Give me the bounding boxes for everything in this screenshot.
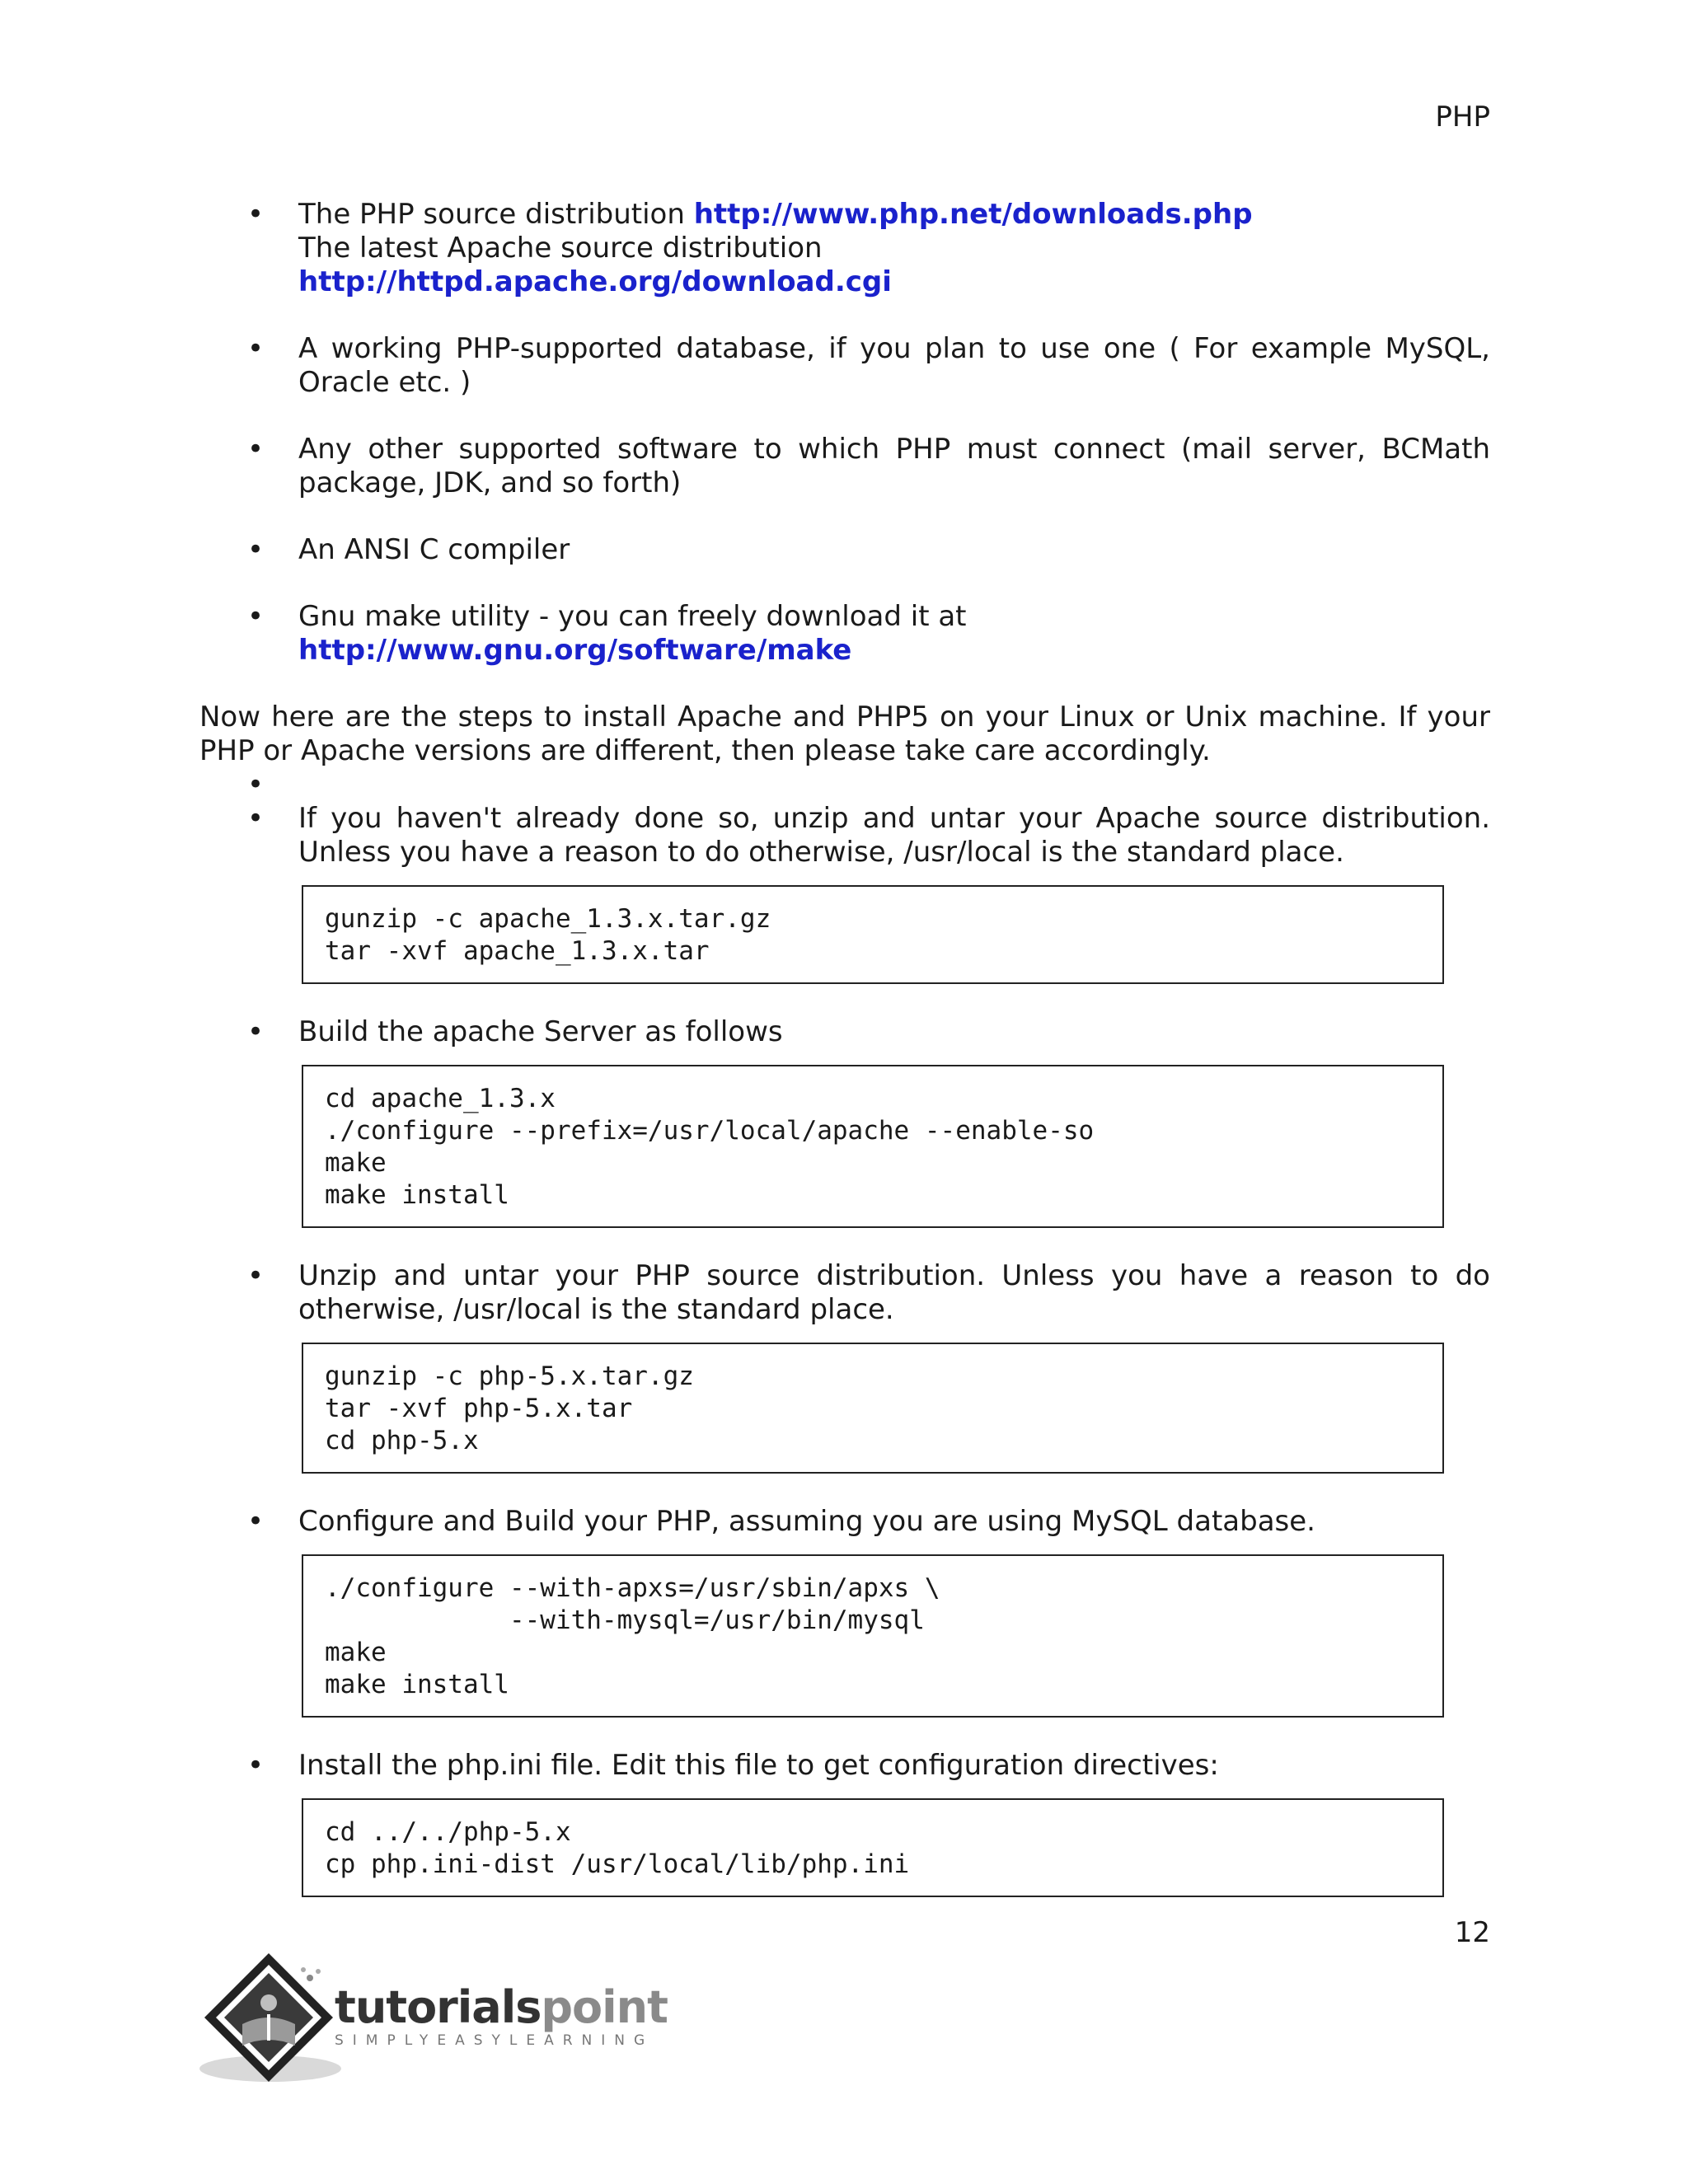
list-item [199, 600, 1490, 668]
bullet-icon: • [247, 1015, 265, 1048]
requirements-list [199, 198, 1490, 668]
step-text: If you haven't already done so, unzip and untar your Apache source distribution. Unless you have a reason to do otherwise, /usr/local is the standard place. [298, 802, 1490, 869]
list-item-text: A working PHP-supported database, if you plan to use one ( For example MySQL, Oracle etc. ) [298, 332, 1490, 399]
php-downloads-link[interactable]: http://www.php.net/downloads.php [693, 198, 1253, 231]
steps-list [199, 768, 1490, 869]
tutorialspoint-logo [195, 1945, 689, 2093]
list-item-text: The PHP source distribution [298, 198, 694, 231]
step-text: Install the php.ini file. Edit this file to get configuration directives: [298, 1749, 1219, 1782]
list-item-text: An ANSI C compiler [298, 533, 570, 566]
list-item-empty [199, 768, 1490, 802]
logo-wordmark [335, 1981, 668, 2033]
intro-paragraph: Now here are the steps to install Apache and PHP5 on your Linux or Unix machine. If your PHP or Apache versions are different, then please take care accordingly. [199, 701, 1490, 767]
bullet-icon: • [247, 768, 265, 801]
bullet-icon: • [247, 802, 265, 835]
code-block: gunzip -c apache_1.3.x.tar.gz tar -xvf apache_1.3.x.tar [302, 885, 1444, 984]
code-block: ./configure --with-apxs=/usr/sbin/apxs \ --with-mysql=/usr/bin/mysql make make install [302, 1554, 1444, 1718]
bullet-icon: • [247, 1259, 265, 1292]
code-block: gunzip -c php-5.x.tar.gz tar -xvf php-5.x.tar cd php-5.x [302, 1343, 1444, 1474]
list-item [199, 1505, 1490, 1539]
code-block: cd ../../php-5.x cp php.ini-dist /usr/local/lib/php.ini [302, 1798, 1444, 1897]
page-number: 12 [1454, 1916, 1490, 1949]
step-text: Unzip and untar your PHP source distribution. Unless you have a reason to do otherwise, /usr/local is the standard place. [298, 1259, 1490, 1326]
list-item [199, 1259, 1490, 1327]
bullet-icon: • [247, 433, 265, 466]
bullet-icon: • [247, 1749, 265, 1782]
steps-list [199, 1749, 1490, 1783]
list-item [199, 802, 1490, 869]
steps-list [199, 1015, 1490, 1049]
bullet-icon: • [247, 1505, 265, 1538]
bullet-icon: • [247, 533, 265, 566]
steps-list [199, 1505, 1490, 1539]
list-item [199, 1749, 1490, 1783]
bullet-icon: • [247, 198, 265, 231]
bullet-icon: • [247, 332, 265, 365]
step-text: Configure and Build your PHP, assuming you are using MySQL database. [298, 1505, 1315, 1538]
list-item-text: The latest Apache source distribution [298, 232, 823, 265]
list-item [199, 533, 1490, 567]
list-item-text: Gnu make utility - you can freely download it at [298, 600, 967, 633]
step-text: Build the apache Server as follows [298, 1015, 783, 1048]
steps-list [199, 1259, 1490, 1327]
list-item [199, 1015, 1490, 1049]
page-header-title: PHP [1435, 101, 1490, 134]
bullet-icon: • [247, 600, 265, 633]
page-content [199, 198, 1490, 1897]
apache-download-link[interactable]: http://httpd.apache.org/download.cgi [298, 265, 892, 298]
logo-word: point [541, 1981, 668, 2033]
code-block: cd apache_1.3.x ./configure --prefix=/usr/local/apache --enable-so make make install [302, 1065, 1444, 1228]
logo-emblem-icon [195, 1945, 343, 2093]
logo-tagline: SIMPLYEASYLEARNING [335, 2032, 654, 2049]
list-item-text: Any other supported software to which PHP must connect (mail server, BCMath package, JDK, and so forth) [298, 433, 1490, 499]
list-item [199, 433, 1490, 500]
list-item [199, 198, 1490, 299]
gnu-make-link[interactable]: http://www.gnu.org/software/make [298, 634, 852, 667]
list-item [199, 332, 1490, 400]
logo-word: tutorials [335, 1981, 542, 2033]
